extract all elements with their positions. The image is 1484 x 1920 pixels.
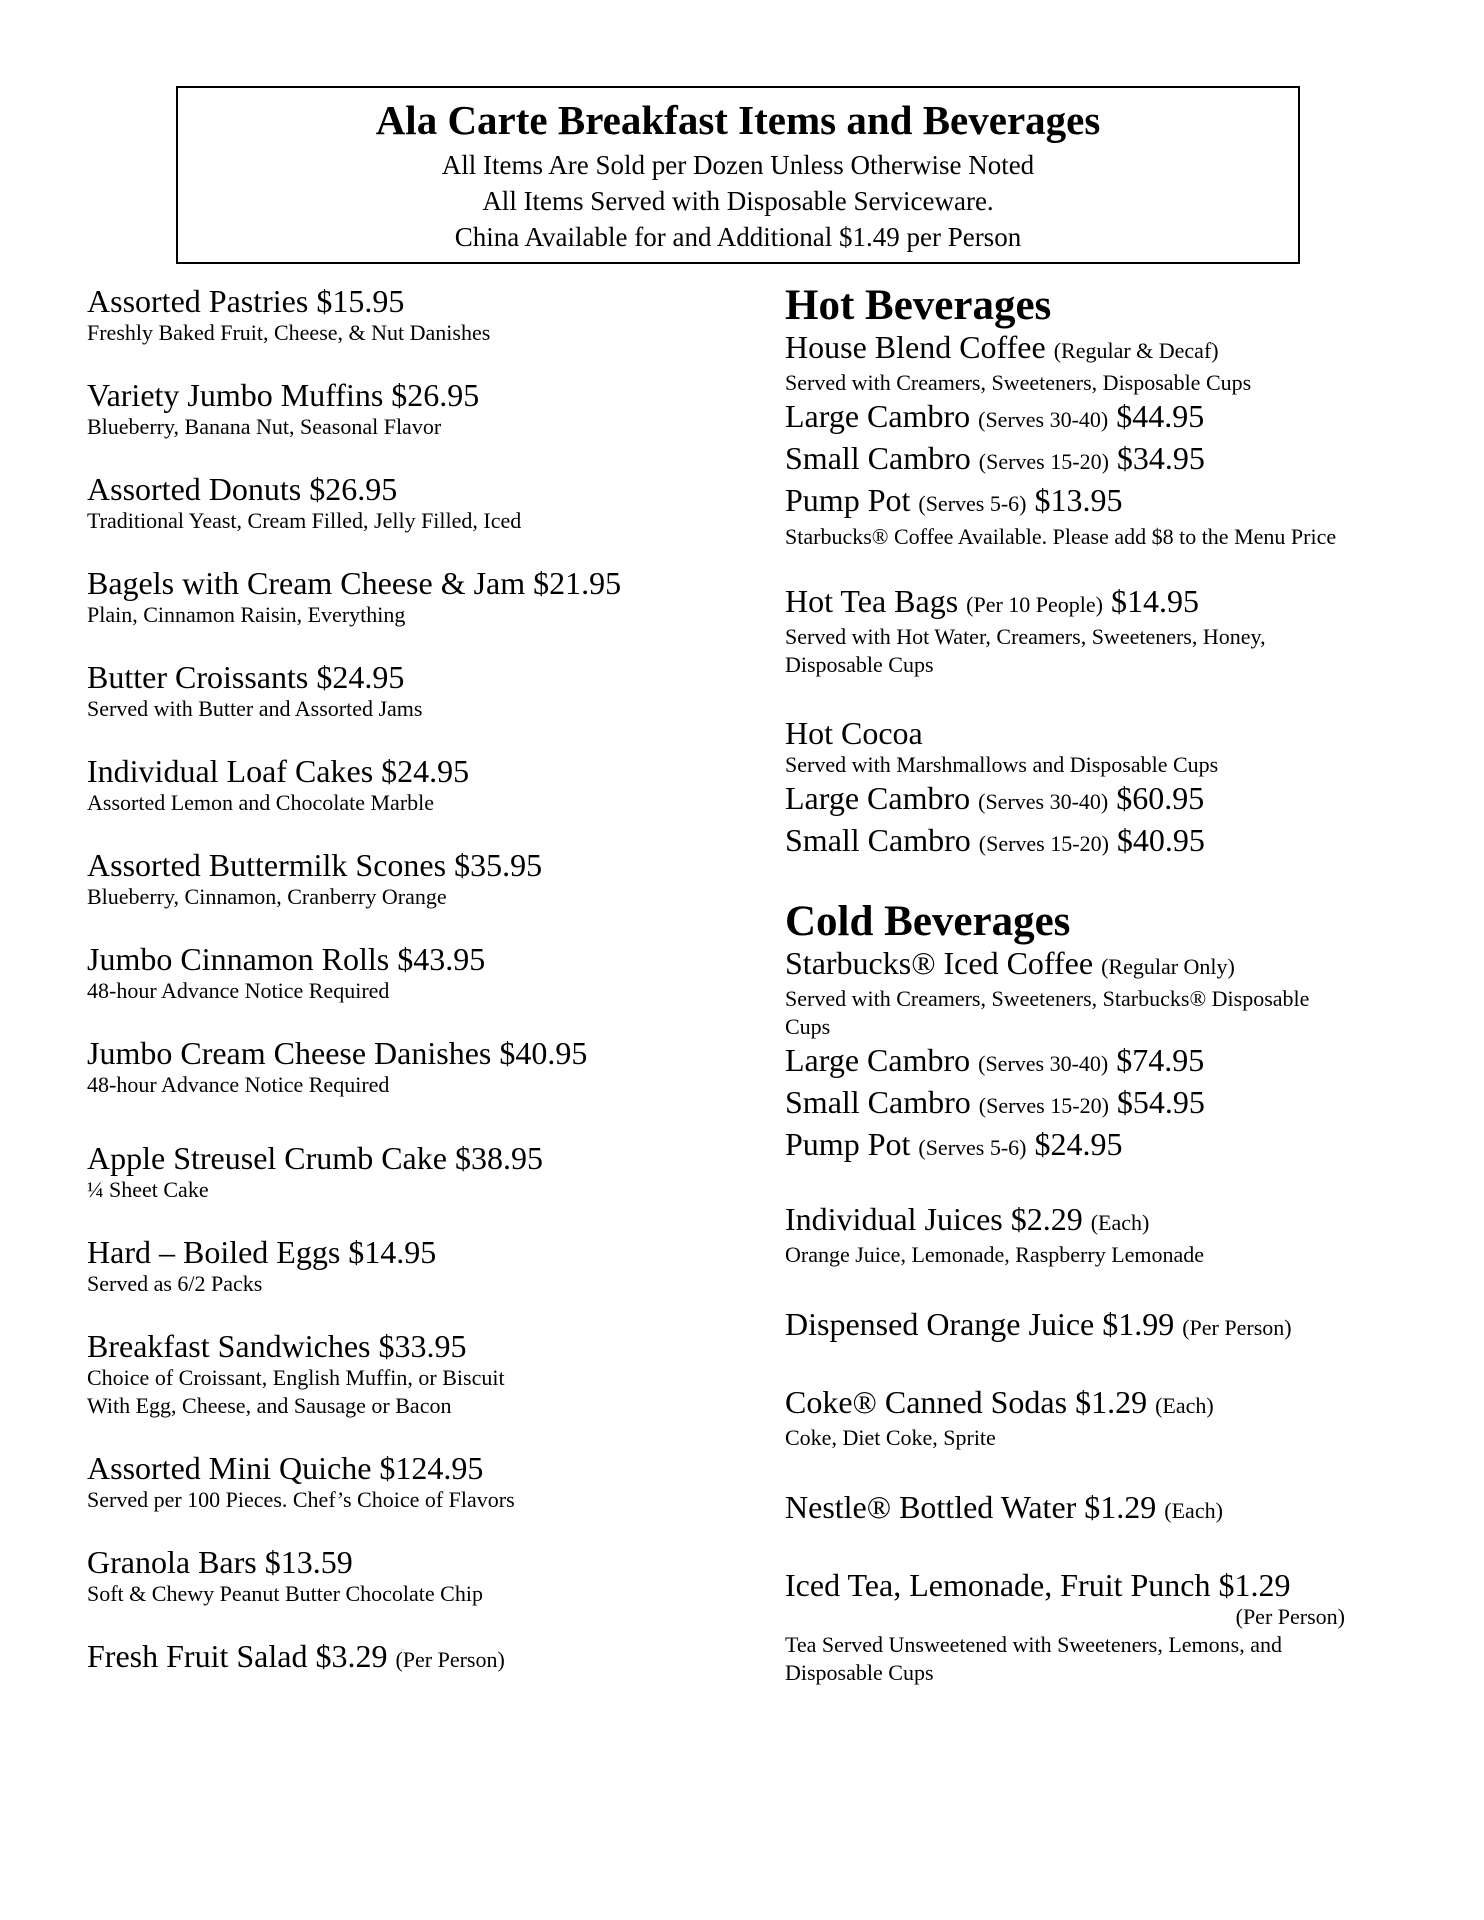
item-note: (Regular & Decaf) bbox=[1053, 338, 1219, 363]
menu-item bbox=[785, 715, 1425, 863]
option-label: Pump Pot bbox=[785, 482, 911, 518]
menu-item bbox=[87, 1328, 505, 1420]
item-description: Cups bbox=[785, 1014, 831, 1039]
item-price: $14.95 bbox=[1111, 583, 1199, 619]
menu-item bbox=[87, 659, 422, 723]
item-note: (Per 10 People) bbox=[966, 592, 1103, 617]
menu-item bbox=[785, 1306, 1425, 1346]
item-description: Traditional Yeast, Cream Filled, Jelly Filled, Iced bbox=[87, 508, 522, 533]
item-note: (Each) bbox=[1164, 1498, 1223, 1523]
item-name: Jumbo Cinnamon Rolls $43.95 bbox=[87, 941, 486, 977]
price-option bbox=[785, 1083, 1425, 1125]
item-description: Coke, Diet Coke, Sprite bbox=[785, 1425, 996, 1450]
option-serves: (Serves 5-6) bbox=[918, 1135, 1027, 1160]
menu-item bbox=[87, 1544, 483, 1608]
item-name: Dispensed Orange Juice $1.99 bbox=[785, 1306, 1175, 1342]
header-line: All Items Are Sold per Dozen Unless Otherwise Noted bbox=[441, 150, 1035, 181]
menu-item bbox=[785, 1567, 1345, 1687]
item-description: Soft & Chewy Peanut Butter Chocolate Chip bbox=[87, 1581, 483, 1606]
option-serves: (Serves 5-6) bbox=[918, 491, 1027, 516]
item-name: Bagels with Cream Cheese & Jam $21.95 bbox=[87, 565, 622, 601]
price-option bbox=[785, 1041, 1425, 1083]
item-name: Granola Bars $13.59 bbox=[87, 1544, 353, 1580]
option-label: Large Cambro bbox=[785, 1042, 971, 1078]
option-price: $13.95 bbox=[1034, 482, 1123, 518]
menu-item bbox=[87, 1450, 515, 1514]
option-label: Small Cambro bbox=[785, 1084, 971, 1120]
item-note: (Per Person) bbox=[1182, 1315, 1292, 1340]
item-name: Breakfast Sandwiches $33.95 bbox=[87, 1328, 467, 1364]
item-name-row bbox=[785, 583, 1425, 623]
item-name: Variety Jumbo Muffins $26.95 bbox=[87, 377, 480, 413]
option-serves: (Serves 15-20) bbox=[978, 831, 1109, 856]
item-name: Iced Tea, Lemonade, Fruit Punch $1.29 bbox=[785, 1567, 1291, 1603]
item-name-row bbox=[785, 329, 1425, 369]
menu-item bbox=[87, 283, 490, 347]
section-title: Cold Beverages bbox=[785, 898, 1071, 945]
item-description: Assorted Lemon and Chocolate Marble bbox=[87, 790, 435, 815]
item-name: Starbucks® Iced Coffee bbox=[785, 945, 1094, 981]
item-description: Disposable Cups bbox=[785, 652, 934, 677]
item-name: Jumbo Cream Cheese Danishes $40.95 bbox=[87, 1035, 588, 1071]
item-description: Served as 6/2 Packs bbox=[87, 1271, 263, 1296]
item-name: Assorted Mini Quiche $124.95 bbox=[87, 1450, 484, 1486]
item-description: Served with Creamers, Sweeteners, Starbucks® Disposable bbox=[785, 986, 1310, 1011]
price-option bbox=[785, 1125, 1425, 1167]
price-option bbox=[785, 397, 1425, 439]
item-name: Nestle® Bottled Water $1.29 bbox=[785, 1489, 1157, 1525]
option-price: $34.95 bbox=[1116, 440, 1205, 476]
option-label: Small Cambro bbox=[785, 822, 971, 858]
item-description: Disposable Cups bbox=[785, 1660, 934, 1685]
option-price: $54.95 bbox=[1116, 1084, 1205, 1120]
menu-item bbox=[87, 1234, 436, 1298]
header-line: China Available for and Additional $1.49 per Person bbox=[454, 222, 1022, 253]
menu-item bbox=[785, 1489, 1425, 1529]
item-description: Blueberry, Banana Nut, Seasonal Flavor bbox=[87, 414, 442, 439]
cold-beverages-section bbox=[785, 899, 1425, 1167]
item-description: Served with Hot Water, Creamers, Sweeteners, Honey, bbox=[785, 624, 1266, 649]
price-option bbox=[785, 779, 1425, 821]
item-footnote: Starbucks® Coffee Available. Please add $8 to the Menu Price bbox=[785, 524, 1337, 549]
item-name: Hot Tea Bags bbox=[785, 583, 959, 619]
item-description: Plain, Cinnamon Raisin, Everything bbox=[87, 602, 406, 627]
item-name-row bbox=[785, 945, 1425, 985]
option-label: Large Cambro bbox=[785, 398, 971, 434]
item-name-row bbox=[87, 1638, 505, 1678]
option-price: $40.95 bbox=[1116, 822, 1205, 858]
item-name: Coke® Canned Sodas $1.29 bbox=[785, 1384, 1148, 1420]
item-description: Blueberry, Cinnamon, Cranberry Orange bbox=[87, 884, 447, 909]
item-name-row bbox=[785, 1306, 1425, 1346]
item-note: (Regular Only) bbox=[1101, 954, 1235, 979]
option-label: Pump Pot bbox=[785, 1126, 911, 1162]
menu-item bbox=[87, 471, 521, 535]
item-name-row bbox=[785, 1384, 1425, 1424]
option-serves: (Serves 15-20) bbox=[978, 449, 1109, 474]
item-name: Fresh Fruit Salad $3.29 bbox=[87, 1638, 388, 1674]
menu-item bbox=[785, 1384, 1425, 1452]
option-price: $74.95 bbox=[1116, 1042, 1205, 1078]
item-name: Butter Croissants $24.95 bbox=[87, 659, 405, 695]
option-label: Small Cambro bbox=[785, 440, 971, 476]
item-note: (Per Person) bbox=[1235, 1604, 1345, 1629]
item-name: Hot Cocoa bbox=[785, 715, 923, 751]
item-name-row bbox=[785, 1489, 1425, 1529]
menu-item bbox=[87, 377, 479, 441]
option-serves: (Serves 30-40) bbox=[978, 407, 1109, 432]
item-note: (Each) bbox=[1155, 1393, 1214, 1418]
price-option bbox=[785, 439, 1425, 481]
item-name-row bbox=[785, 1201, 1425, 1241]
item-description: Choice of Croissant, English Muffin, or Biscuit bbox=[87, 1365, 505, 1390]
option-price: $24.95 bbox=[1034, 1126, 1123, 1162]
item-name: Individual Juices $2.29 bbox=[785, 1201, 1083, 1237]
item-description: Served per 100 Pieces. Chef’s Choice of Flavors bbox=[87, 1487, 515, 1512]
item-description: Served with Creamers, Sweeteners, Disposable Cups bbox=[785, 370, 1252, 395]
menu-item bbox=[87, 1140, 543, 1204]
option-price: $44.95 bbox=[1116, 398, 1205, 434]
item-name: Assorted Buttermilk Scones $35.95 bbox=[87, 847, 543, 883]
menu-item bbox=[87, 1638, 505, 1678]
item-note: (Per Person) bbox=[395, 1647, 505, 1672]
menu-item bbox=[87, 941, 485, 1005]
item-note: (Each) bbox=[1090, 1210, 1150, 1235]
item-description: Tea Served Unsweetened with Sweeteners, Lemons, and bbox=[785, 1632, 1282, 1657]
page-title: Ala Carte Breakfast Items and Beverages bbox=[375, 97, 1101, 143]
price-option bbox=[785, 481, 1425, 523]
option-label: Large Cambro bbox=[785, 780, 971, 816]
option-serves: (Serves 30-40) bbox=[978, 789, 1109, 814]
section-title: Hot Beverages bbox=[785, 282, 1052, 329]
menu-item bbox=[87, 753, 469, 817]
header-line: All Items Served with Disposable Serviceware. bbox=[482, 186, 994, 217]
item-description: Freshly Baked Fruit, Cheese, & Nut Danishes bbox=[87, 320, 491, 345]
item-description: Served with Marshmallows and Disposable Cups bbox=[785, 752, 1219, 777]
item-description: 48-hour Advance Notice Required bbox=[87, 1072, 390, 1097]
menu-item bbox=[785, 583, 1425, 679]
option-serves: (Serves 15-20) bbox=[978, 1093, 1109, 1118]
menu-item bbox=[87, 565, 621, 629]
item-description: Orange Juice, Lemonade, Raspberry Lemonade bbox=[785, 1242, 1205, 1267]
item-name: Assorted Pastries $15.95 bbox=[87, 283, 405, 319]
item-description: Served with Butter and Assorted Jams bbox=[87, 696, 423, 721]
price-option bbox=[785, 821, 1425, 863]
option-price: $60.95 bbox=[1116, 780, 1205, 816]
header-box bbox=[176, 86, 1300, 264]
menu-item bbox=[785, 1201, 1425, 1269]
item-description: With Egg, Cheese, and Sausage or Bacon bbox=[87, 1393, 452, 1418]
item-description: 48-hour Advance Notice Required bbox=[87, 978, 390, 1003]
item-description: ¼ Sheet Cake bbox=[87, 1177, 209, 1202]
item-name: Individual Loaf Cakes $24.95 bbox=[87, 753, 470, 789]
option-serves: (Serves 30-40) bbox=[978, 1051, 1109, 1076]
item-name: Apple Streusel Crumb Cake $38.95 bbox=[87, 1140, 543, 1176]
item-name: House Blend Coffee bbox=[785, 329, 1046, 365]
item-name: Hard – Boiled Eggs $14.95 bbox=[87, 1234, 437, 1270]
menu-item bbox=[87, 847, 542, 911]
item-name: Assorted Donuts $26.95 bbox=[87, 471, 398, 507]
hot-beverages-section bbox=[785, 283, 1425, 551]
menu-item bbox=[87, 1035, 587, 1099]
